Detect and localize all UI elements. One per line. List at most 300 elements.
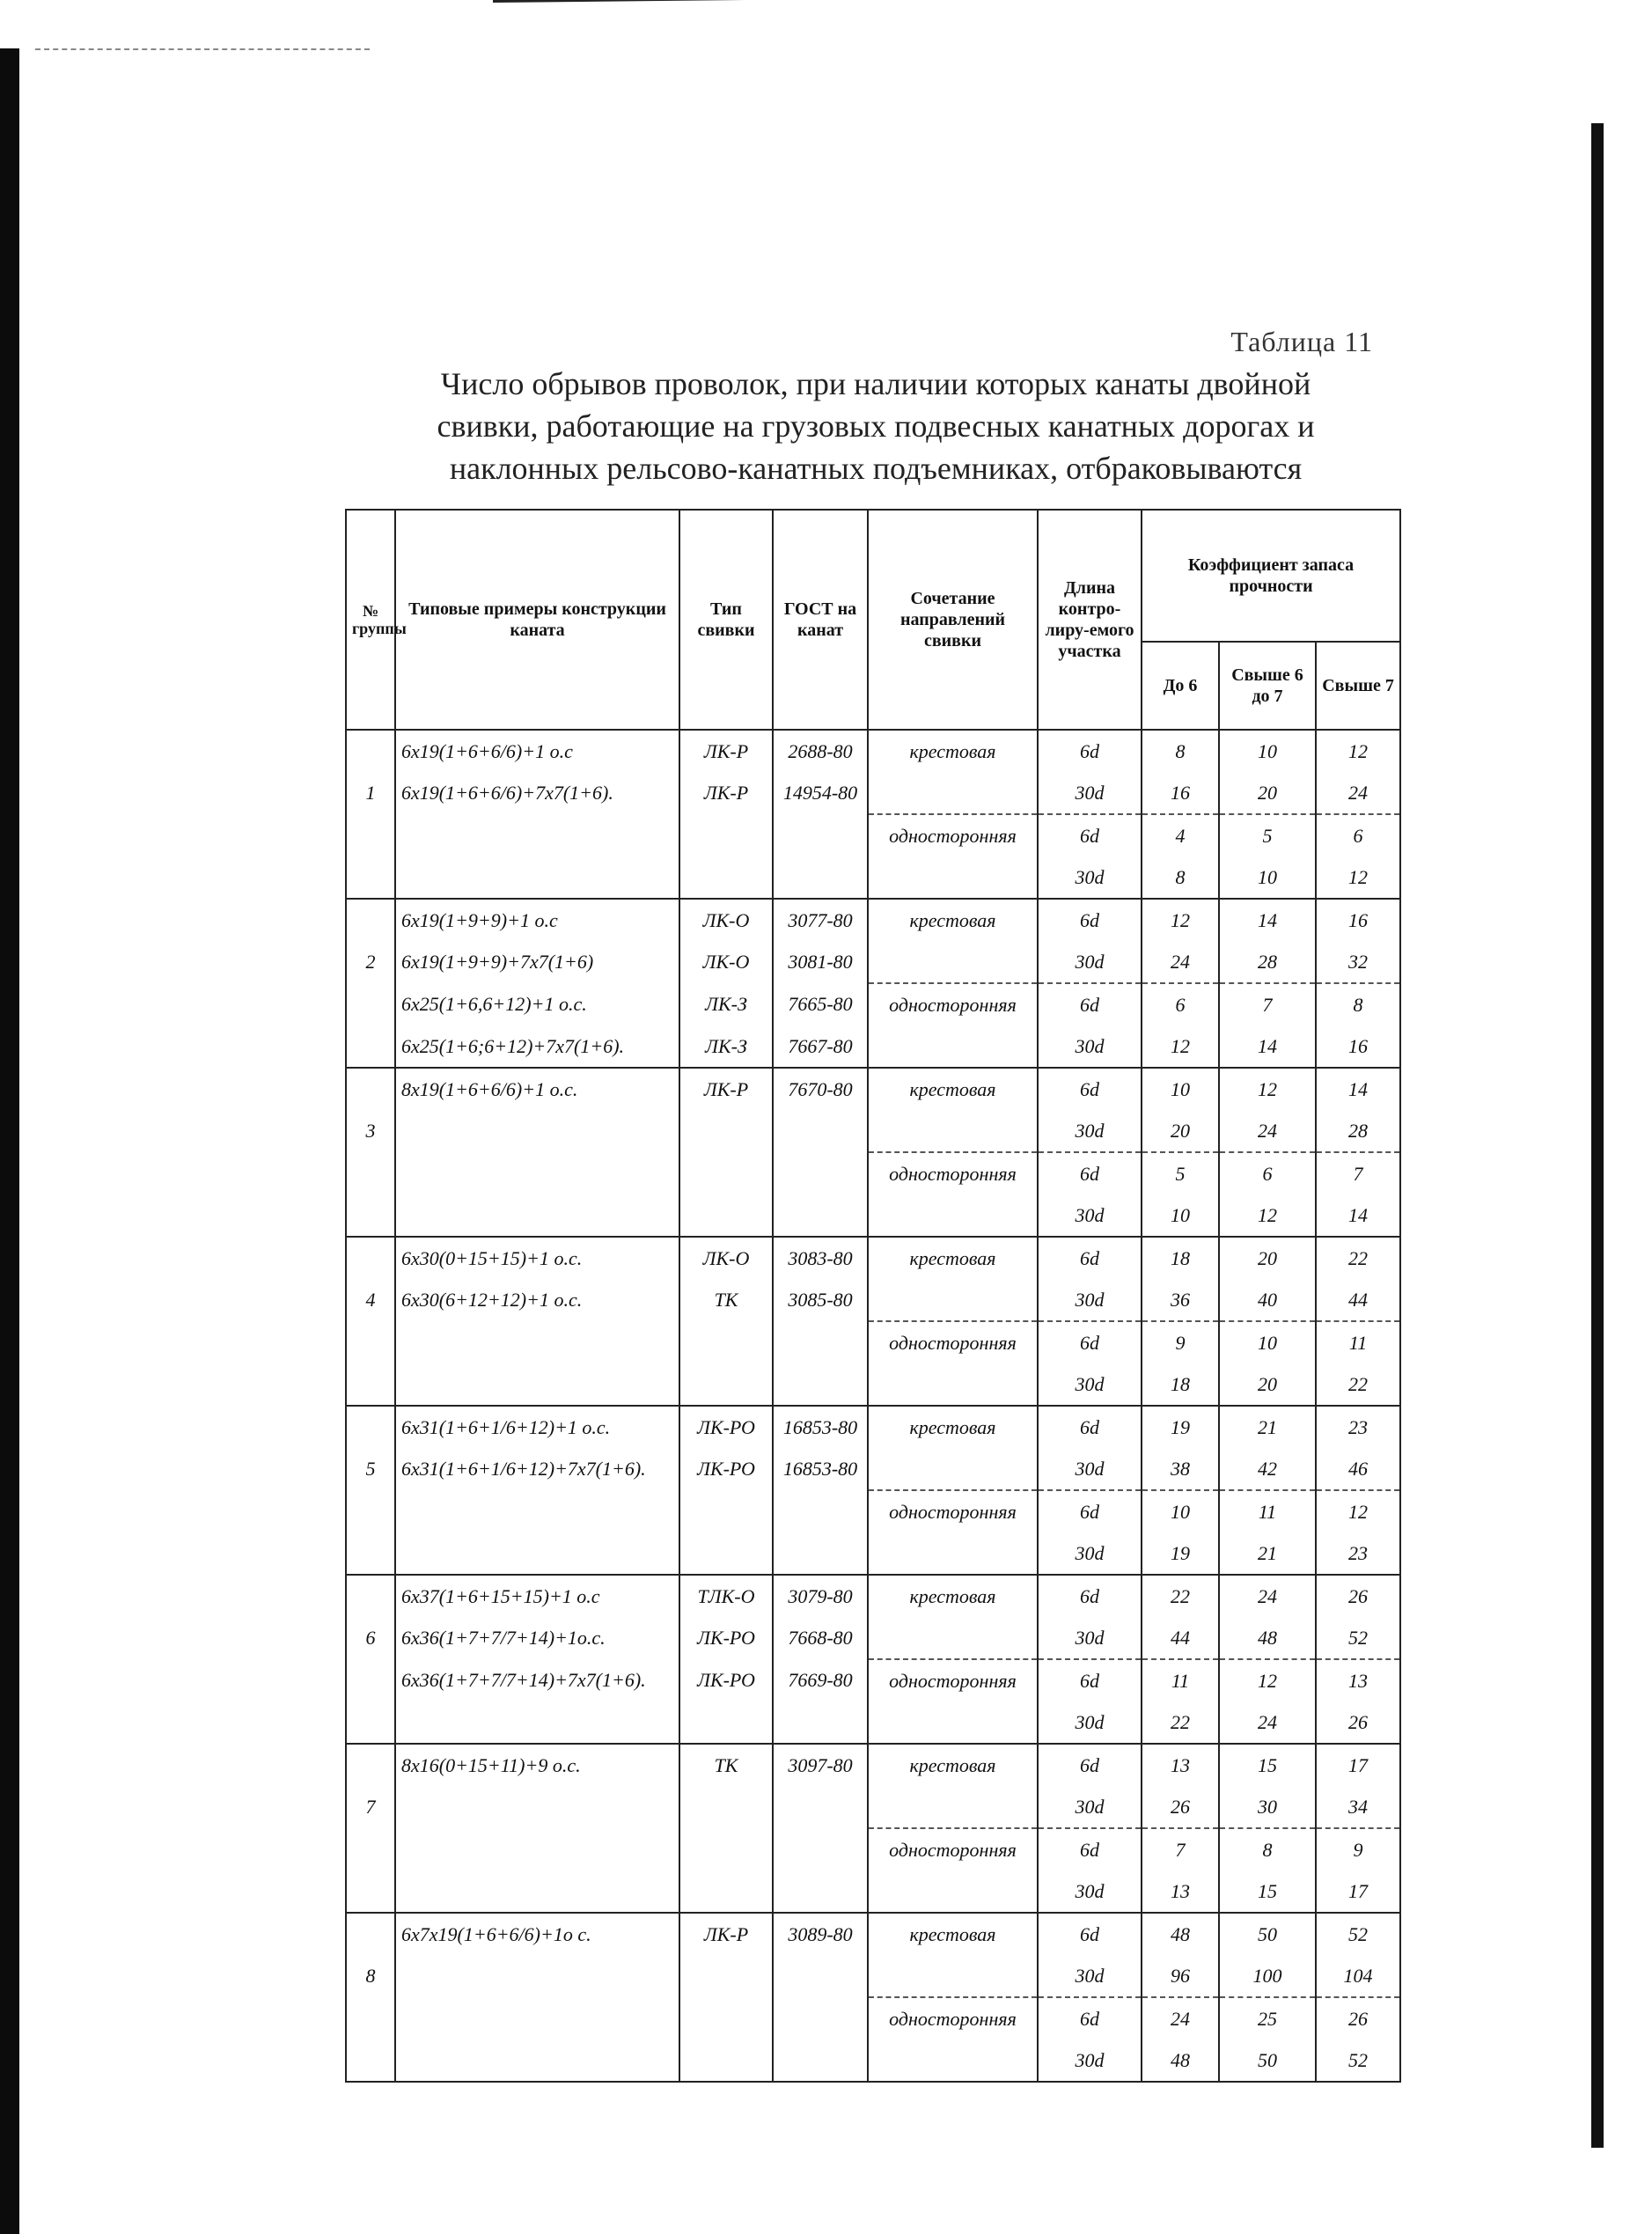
table-row bbox=[346, 2039, 1400, 2082]
group-cell bbox=[346, 1997, 395, 2039]
value-up-to-6-cell: 13 bbox=[1142, 1744, 1219, 1786]
header-sf-up-to-6: До 6 bbox=[1142, 642, 1219, 730]
lay-direction-cell: крестовая bbox=[868, 1406, 1038, 1448]
lay-direction-cell bbox=[868, 1110, 1038, 1152]
value-6-to-7-cell: 10 bbox=[1219, 1321, 1316, 1363]
gost-cell bbox=[773, 1110, 868, 1152]
value-over-7-cell: 44 bbox=[1316, 1279, 1400, 1321]
table-row bbox=[346, 772, 1400, 814]
value-over-7-cell: 26 bbox=[1316, 1997, 1400, 2039]
construction-cell: 6x31(1+6+1/6+12)+1 о.с. bbox=[395, 1406, 679, 1448]
value-6-to-7-cell: 40 bbox=[1219, 1279, 1316, 1321]
lay-direction-cell: крестовая bbox=[868, 1068, 1038, 1110]
value-over-7-cell: 23 bbox=[1316, 1406, 1400, 1448]
lay-direction-cell: крестовая bbox=[868, 1744, 1038, 1786]
lay-direction-cell: крестовая bbox=[868, 899, 1038, 941]
value-up-to-6-cell: 24 bbox=[1142, 941, 1219, 983]
gost-cell bbox=[773, 1870, 868, 1913]
length-cell: 30d bbox=[1038, 941, 1142, 983]
lay-type-cell: ЛК-О bbox=[679, 1237, 773, 1279]
length-cell: 6d bbox=[1038, 1321, 1142, 1363]
lay-direction-cell: односторонняя bbox=[868, 983, 1038, 1025]
lay-type-cell: ЛК-РО bbox=[679, 1406, 773, 1448]
gost-cell: 3077-80 bbox=[773, 899, 868, 941]
length-cell: 6d bbox=[1038, 1152, 1142, 1194]
construction-cell: 6x19(1+6+6/6)+1 о.с bbox=[395, 730, 679, 772]
value-6-to-7-cell: 48 bbox=[1219, 1617, 1316, 1659]
group-cell bbox=[346, 1701, 395, 1744]
value-over-7-cell: 17 bbox=[1316, 1744, 1400, 1786]
length-cell: 6d bbox=[1038, 1237, 1142, 1279]
lay-type-cell: ТЛК-О bbox=[679, 1575, 773, 1617]
group-cell bbox=[346, 2039, 395, 2082]
table-row bbox=[346, 1152, 1400, 1194]
caption-line: наклонных рельсово-канатных подъемниках, отбраковываются bbox=[449, 451, 1303, 486]
value-6-to-7-cell: 8 bbox=[1219, 1828, 1316, 1870]
value-up-to-6-cell: 48 bbox=[1142, 2039, 1219, 2082]
value-over-7-cell: 11 bbox=[1316, 1321, 1400, 1363]
header-safety-factor: Коэффициент запаса прочности bbox=[1142, 510, 1400, 642]
lay-type-cell bbox=[679, 1997, 773, 2039]
lay-direction-cell bbox=[868, 1448, 1038, 1490]
length-cell: 30d bbox=[1038, 1363, 1142, 1406]
length-cell: 6d bbox=[1038, 1913, 1142, 1955]
length-cell: 30d bbox=[1038, 1025, 1142, 1068]
length-cell: 6d bbox=[1038, 1659, 1142, 1701]
group-cell: 3 bbox=[346, 1110, 395, 1152]
table-row bbox=[346, 1321, 1400, 1363]
lay-type-cell bbox=[679, 1194, 773, 1237]
group-cell bbox=[346, 1575, 395, 1617]
caption-line: свивки, работающие на грузовых подвесных канатных дорогах и bbox=[437, 408, 1315, 444]
lay-type-cell: ЛК-Р bbox=[679, 1068, 773, 1110]
lay-type-cell: ЛК-Р bbox=[679, 772, 773, 814]
value-over-7-cell: 22 bbox=[1316, 1363, 1400, 1406]
header-lay-direction: Сочетание направлений свивки bbox=[868, 510, 1038, 730]
table-row bbox=[346, 899, 1400, 941]
value-over-7-cell: 6 bbox=[1316, 814, 1400, 856]
table-caption bbox=[370, 363, 1382, 489]
lay-type-cell: ЛК-РО bbox=[679, 1659, 773, 1701]
value-over-7-cell: 52 bbox=[1316, 1617, 1400, 1659]
table-row bbox=[346, 1532, 1400, 1575]
value-up-to-6-cell: 26 bbox=[1142, 1786, 1219, 1828]
table-row bbox=[346, 1279, 1400, 1321]
value-6-to-7-cell: 14 bbox=[1219, 1025, 1316, 1068]
group-cell bbox=[346, 1490, 395, 1532]
value-over-7-cell: 52 bbox=[1316, 1913, 1400, 1955]
value-over-7-cell: 104 bbox=[1316, 1955, 1400, 1997]
value-over-7-cell: 26 bbox=[1316, 1575, 1400, 1617]
group-cell bbox=[346, 1237, 395, 1279]
length-cell: 6d bbox=[1038, 983, 1142, 1025]
value-over-7-cell: 12 bbox=[1316, 1490, 1400, 1532]
table-number-label: Таблица 11 bbox=[1230, 326, 1373, 357]
header-sf-6-to-7: Свыше 6 до 7 bbox=[1219, 642, 1316, 730]
lay-type-cell: ЛК-РО bbox=[679, 1448, 773, 1490]
value-over-7-cell: 7 bbox=[1316, 1152, 1400, 1194]
lay-type-cell bbox=[679, 1321, 773, 1363]
gost-cell: 7665-80 bbox=[773, 983, 868, 1025]
group-cell: 1 bbox=[346, 772, 395, 814]
value-6-to-7-cell: 14 bbox=[1219, 899, 1316, 941]
lay-type-cell: ЛК-РО bbox=[679, 1617, 773, 1659]
table-row bbox=[346, 1997, 1400, 2039]
value-over-7-cell: 14 bbox=[1316, 1068, 1400, 1110]
gost-cell: 16853-80 bbox=[773, 1448, 868, 1490]
length-cell: 6d bbox=[1038, 1997, 1142, 2039]
table-row bbox=[346, 1363, 1400, 1406]
lay-direction-cell bbox=[868, 1279, 1038, 1321]
table-row bbox=[346, 1068, 1400, 1110]
lay-direction-cell bbox=[868, 1955, 1038, 1997]
value-6-to-7-cell: 10 bbox=[1219, 856, 1316, 899]
lay-direction-cell bbox=[868, 1025, 1038, 1068]
value-up-to-6-cell: 19 bbox=[1142, 1406, 1219, 1448]
table-row bbox=[346, 1448, 1400, 1490]
value-up-to-6-cell: 22 bbox=[1142, 1575, 1219, 1617]
construction-cell bbox=[395, 1786, 679, 1828]
length-cell: 30d bbox=[1038, 1110, 1142, 1152]
value-up-to-6-cell: 12 bbox=[1142, 1025, 1219, 1068]
lay-direction-cell: односторонняя bbox=[868, 1490, 1038, 1532]
length-cell: 30d bbox=[1038, 2039, 1142, 2082]
value-6-to-7-cell: 25 bbox=[1219, 1997, 1316, 2039]
length-cell: 6d bbox=[1038, 1828, 1142, 1870]
group-cell bbox=[346, 1363, 395, 1406]
value-6-to-7-cell: 28 bbox=[1219, 941, 1316, 983]
group-cell bbox=[346, 1025, 395, 1068]
length-cell: 6d bbox=[1038, 899, 1142, 941]
scan-edge-right bbox=[1591, 123, 1604, 2148]
table-row bbox=[346, 1786, 1400, 1828]
value-up-to-6-cell: 19 bbox=[1142, 1532, 1219, 1575]
lay-type-cell bbox=[679, 1110, 773, 1152]
table-row bbox=[346, 1828, 1400, 1870]
header-gost: ГОСТ на канат bbox=[773, 510, 868, 730]
lay-direction-cell bbox=[868, 1194, 1038, 1237]
lay-type-cell bbox=[679, 1532, 773, 1575]
gost-cell bbox=[773, 1321, 868, 1363]
lay-direction-cell bbox=[868, 1786, 1038, 1828]
lay-type-cell bbox=[679, 2039, 773, 2082]
construction-cell bbox=[395, 1194, 679, 1237]
scan-edge-left bbox=[0, 48, 19, 2234]
value-up-to-6-cell: 36 bbox=[1142, 1279, 1219, 1321]
value-over-7-cell: 8 bbox=[1316, 983, 1400, 1025]
group-cell bbox=[346, 1659, 395, 1701]
gost-cell bbox=[773, 856, 868, 899]
value-up-to-6-cell: 22 bbox=[1142, 1701, 1219, 1744]
value-up-to-6-cell: 18 bbox=[1142, 1363, 1219, 1406]
table-row bbox=[346, 1237, 1400, 1279]
value-6-to-7-cell: 7 bbox=[1219, 983, 1316, 1025]
lay-type-cell bbox=[679, 1786, 773, 1828]
lay-type-cell: ЛК-О bbox=[679, 941, 773, 983]
table-row bbox=[346, 1617, 1400, 1659]
value-6-to-7-cell: 12 bbox=[1219, 1659, 1316, 1701]
value-up-to-6-cell: 18 bbox=[1142, 1237, 1219, 1279]
group-cell bbox=[346, 899, 395, 941]
value-up-to-6-cell: 10 bbox=[1142, 1490, 1219, 1532]
length-cell: 30d bbox=[1038, 1955, 1142, 1997]
gost-cell: 7670-80 bbox=[773, 1068, 868, 1110]
value-up-to-6-cell: 38 bbox=[1142, 1448, 1219, 1490]
table-row bbox=[346, 941, 1400, 983]
value-up-to-6-cell: 12 bbox=[1142, 899, 1219, 941]
lay-type-cell: ЛК-З bbox=[679, 983, 773, 1025]
gost-cell bbox=[773, 1955, 868, 1997]
rope-rejection-table bbox=[345, 509, 1401, 2083]
value-6-to-7-cell: 5 bbox=[1219, 814, 1316, 856]
lay-type-cell bbox=[679, 1870, 773, 1913]
group-cell bbox=[346, 1152, 395, 1194]
group-cell bbox=[346, 1913, 395, 1955]
value-up-to-6-cell: 20 bbox=[1142, 1110, 1219, 1152]
construction-cell bbox=[395, 2039, 679, 2082]
value-over-7-cell: 16 bbox=[1316, 899, 1400, 941]
group-cell: 4 bbox=[346, 1279, 395, 1321]
gost-cell bbox=[773, 1786, 868, 1828]
table-row bbox=[346, 1955, 1400, 1997]
table-row bbox=[346, 730, 1400, 772]
caption-line: Число обрывов проволок, при наличии которых канаты двойной bbox=[440, 366, 1311, 401]
group-cell bbox=[346, 1194, 395, 1237]
gost-cell: 3081-80 bbox=[773, 941, 868, 983]
length-cell: 30d bbox=[1038, 772, 1142, 814]
construction-cell: 6x19(1+6+6/6)+7x7(1+6). bbox=[395, 772, 679, 814]
value-over-7-cell: 23 bbox=[1316, 1532, 1400, 1575]
value-up-to-6-cell: 10 bbox=[1142, 1194, 1219, 1237]
length-cell: 6d bbox=[1038, 1575, 1142, 1617]
gost-cell: 16853-80 bbox=[773, 1406, 868, 1448]
table-row bbox=[346, 1575, 1400, 1617]
value-6-to-7-cell: 12 bbox=[1219, 1194, 1316, 1237]
construction-cell bbox=[395, 814, 679, 856]
value-6-to-7-cell: 24 bbox=[1219, 1110, 1316, 1152]
value-up-to-6-cell: 16 bbox=[1142, 772, 1219, 814]
construction-cell bbox=[395, 1152, 679, 1194]
lay-type-cell: ЛК-Р bbox=[679, 1913, 773, 1955]
gost-cell: 7669-80 bbox=[773, 1659, 868, 1701]
length-cell: 30d bbox=[1038, 1701, 1142, 1744]
value-6-to-7-cell: 15 bbox=[1219, 1744, 1316, 1786]
value-6-to-7-cell: 11 bbox=[1219, 1490, 1316, 1532]
gost-cell bbox=[773, 1997, 868, 2039]
value-6-to-7-cell: 30 bbox=[1219, 1786, 1316, 1828]
gost-cell: 2688-80 bbox=[773, 730, 868, 772]
construction-cell: 6x19(1+9+9)+7x7(1+6) bbox=[395, 941, 679, 983]
value-up-to-6-cell: 9 bbox=[1142, 1321, 1219, 1363]
lay-type-cell bbox=[679, 814, 773, 856]
value-6-to-7-cell: 50 bbox=[1219, 1913, 1316, 1955]
group-cell: 6 bbox=[346, 1617, 395, 1659]
value-6-to-7-cell: 6 bbox=[1219, 1152, 1316, 1194]
group-cell bbox=[346, 1532, 395, 1575]
value-up-to-6-cell: 96 bbox=[1142, 1955, 1219, 1997]
value-6-to-7-cell: 20 bbox=[1219, 1237, 1316, 1279]
group-cell bbox=[346, 814, 395, 856]
construction-cell: 6x19(1+9+9)+1 о.с bbox=[395, 899, 679, 941]
group-cell bbox=[346, 983, 395, 1025]
value-over-7-cell: 32 bbox=[1316, 941, 1400, 983]
gost-cell bbox=[773, 1194, 868, 1237]
gost-cell: 3089-80 bbox=[773, 1913, 868, 1955]
lay-direction-cell bbox=[868, 772, 1038, 814]
length-cell: 6d bbox=[1038, 814, 1142, 856]
value-6-to-7-cell: 21 bbox=[1219, 1532, 1316, 1575]
gost-cell: 3097-80 bbox=[773, 1744, 868, 1786]
length-cell: 6d bbox=[1038, 1490, 1142, 1532]
lay-direction-cell: крестовая bbox=[868, 1575, 1038, 1617]
length-cell: 6d bbox=[1038, 730, 1142, 772]
value-6-to-7-cell: 21 bbox=[1219, 1406, 1316, 1448]
construction-cell bbox=[395, 1490, 679, 1532]
group-cell: 7 bbox=[346, 1786, 395, 1828]
table-row bbox=[346, 983, 1400, 1025]
value-up-to-6-cell: 11 bbox=[1142, 1659, 1219, 1701]
table-row bbox=[346, 1744, 1400, 1786]
value-up-to-6-cell: 6 bbox=[1142, 983, 1219, 1025]
value-6-to-7-cell: 24 bbox=[1219, 1701, 1316, 1744]
value-over-7-cell: 46 bbox=[1316, 1448, 1400, 1490]
construction-cell bbox=[395, 1532, 679, 1575]
value-6-to-7-cell: 10 bbox=[1219, 730, 1316, 772]
lay-direction-cell: односторонняя bbox=[868, 1997, 1038, 2039]
lay-direction-cell bbox=[868, 2039, 1038, 2082]
construction-cell bbox=[395, 1997, 679, 2039]
length-cell: 6d bbox=[1038, 1406, 1142, 1448]
value-6-to-7-cell: 20 bbox=[1219, 1363, 1316, 1406]
lay-direction-cell: крестовая bbox=[868, 1913, 1038, 1955]
gost-cell bbox=[773, 1701, 868, 1744]
value-6-to-7-cell: 20 bbox=[1219, 772, 1316, 814]
length-cell: 30d bbox=[1038, 1279, 1142, 1321]
group-cell bbox=[346, 1870, 395, 1913]
lay-type-cell bbox=[679, 1828, 773, 1870]
value-6-to-7-cell: 100 bbox=[1219, 1955, 1316, 1997]
construction-cell: 6x31(1+6+1/6+12)+7x7(1+6). bbox=[395, 1448, 679, 1490]
group-cell bbox=[346, 1744, 395, 1786]
value-6-to-7-cell: 24 bbox=[1219, 1575, 1316, 1617]
lay-type-cell bbox=[679, 1363, 773, 1406]
table-row bbox=[346, 1659, 1400, 1701]
table-body bbox=[346, 730, 1400, 2082]
header-lay-type: Тип свивки bbox=[679, 510, 773, 730]
lay-type-cell: ТК bbox=[679, 1279, 773, 1321]
value-6-to-7-cell: 12 bbox=[1219, 1068, 1316, 1110]
value-6-to-7-cell: 42 bbox=[1219, 1448, 1316, 1490]
lay-type-cell bbox=[679, 856, 773, 899]
table-row bbox=[346, 1490, 1400, 1532]
gost-cell: 7667-80 bbox=[773, 1025, 868, 1068]
construction-cell: 8x19(1+6+6/6)+1 о.с. bbox=[395, 1068, 679, 1110]
construction-cell: 8x16(0+15+11)+9 о.с. bbox=[395, 1744, 679, 1786]
table-row bbox=[346, 1701, 1400, 1744]
value-up-to-6-cell: 13 bbox=[1142, 1870, 1219, 1913]
table-row bbox=[346, 1870, 1400, 1913]
construction-cell bbox=[395, 1701, 679, 1744]
length-cell: 30d bbox=[1038, 856, 1142, 899]
value-over-7-cell: 26 bbox=[1316, 1701, 1400, 1744]
group-cell bbox=[346, 730, 395, 772]
gost-cell: 3083-80 bbox=[773, 1237, 868, 1279]
gost-cell: 14954-80 bbox=[773, 772, 868, 814]
value-up-to-6-cell: 24 bbox=[1142, 1997, 1219, 2039]
value-over-7-cell: 14 bbox=[1316, 1194, 1400, 1237]
length-cell: 30d bbox=[1038, 1532, 1142, 1575]
length-cell: 30d bbox=[1038, 1617, 1142, 1659]
table-row bbox=[346, 1025, 1400, 1068]
lay-type-cell: ЛК-З bbox=[679, 1025, 773, 1068]
header-group-no: № группы bbox=[346, 510, 395, 730]
value-up-to-6-cell: 10 bbox=[1142, 1068, 1219, 1110]
construction-cell: 6x7x19(1+6+6/6)+1о с. bbox=[395, 1913, 679, 1955]
value-over-7-cell: 22 bbox=[1316, 1237, 1400, 1279]
value-up-to-6-cell: 8 bbox=[1142, 730, 1219, 772]
gost-cell: 7668-80 bbox=[773, 1617, 868, 1659]
scan-edge-top bbox=[493, 0, 1593, 3]
construction-cell bbox=[395, 1828, 679, 1870]
value-up-to-6-cell: 4 bbox=[1142, 814, 1219, 856]
table-row bbox=[346, 1110, 1400, 1152]
construction-cell bbox=[395, 856, 679, 899]
lay-direction-cell: односторонняя bbox=[868, 814, 1038, 856]
construction-cell: 6x36(1+7+7/7+14)+7x7(1+6). bbox=[395, 1659, 679, 1701]
value-up-to-6-cell: 5 bbox=[1142, 1152, 1219, 1194]
construction-cell bbox=[395, 1363, 679, 1406]
length-cell: 30d bbox=[1038, 1870, 1142, 1913]
gost-cell: 3079-80 bbox=[773, 1575, 868, 1617]
value-up-to-6-cell: 8 bbox=[1142, 856, 1219, 899]
value-over-7-cell: 24 bbox=[1316, 772, 1400, 814]
value-over-7-cell: 52 bbox=[1316, 2039, 1400, 2082]
gost-cell: 3085-80 bbox=[773, 1279, 868, 1321]
construction-cell: 6x37(1+6+15+15)+1 о.с bbox=[395, 1575, 679, 1617]
lay-type-cell bbox=[679, 1490, 773, 1532]
construction-cell bbox=[395, 1321, 679, 1363]
value-over-7-cell: 13 bbox=[1316, 1659, 1400, 1701]
lay-type-cell bbox=[679, 1152, 773, 1194]
lay-direction-cell bbox=[868, 1532, 1038, 1575]
group-cell bbox=[346, 1068, 395, 1110]
gost-cell bbox=[773, 1532, 868, 1575]
value-over-7-cell: 12 bbox=[1316, 730, 1400, 772]
table-row bbox=[346, 1913, 1400, 1955]
construction-cell: 6x30(0+15+15)+1 о.с. bbox=[395, 1237, 679, 1279]
group-cell: 8 bbox=[346, 1955, 395, 1997]
value-up-to-6-cell: 48 bbox=[1142, 1913, 1219, 1955]
lay-direction-cell: односторонняя bbox=[868, 1828, 1038, 1870]
table-row bbox=[346, 1194, 1400, 1237]
header-construction: Типовые примеры конструкции каната bbox=[395, 510, 679, 730]
header-sf-over-7: Свыше 7 bbox=[1316, 642, 1400, 730]
lay-type-cell: ЛК-Р bbox=[679, 730, 773, 772]
table-row bbox=[346, 814, 1400, 856]
value-over-7-cell: 12 bbox=[1316, 856, 1400, 899]
table-row bbox=[346, 1406, 1400, 1448]
lay-type-cell: ЛК-О bbox=[679, 899, 773, 941]
lay-direction-cell: крестовая bbox=[868, 730, 1038, 772]
value-6-to-7-cell: 50 bbox=[1219, 2039, 1316, 2082]
value-over-7-cell: 17 bbox=[1316, 1870, 1400, 1913]
value-over-7-cell: 34 bbox=[1316, 1786, 1400, 1828]
lay-direction-cell: односторонняя bbox=[868, 1659, 1038, 1701]
gost-cell bbox=[773, 1152, 868, 1194]
construction-cell bbox=[395, 1955, 679, 1997]
lay-direction-cell bbox=[868, 856, 1038, 899]
value-up-to-6-cell: 44 bbox=[1142, 1617, 1219, 1659]
